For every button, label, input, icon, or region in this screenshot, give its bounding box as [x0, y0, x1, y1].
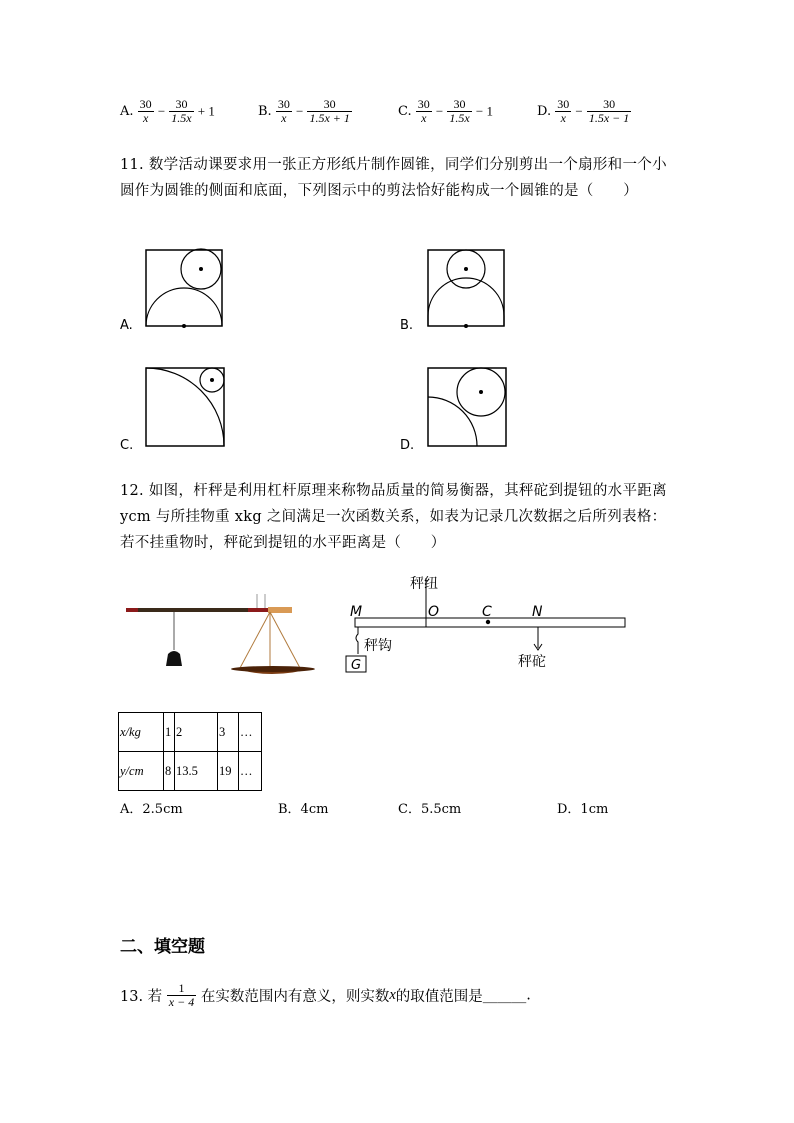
table-row — [119, 752, 262, 791]
q11-figures — [118, 240, 538, 460]
q12-option-c: C．5.5cm — [398, 802, 462, 817]
table-cell: y/cm — [119, 752, 164, 791]
fraction: $\frac{30}{1.5x + 1}$ — [309, 97, 350, 125]
fraction: $\frac{30}{x}$ — [557, 97, 570, 125]
q11-label-d: D. — [400, 438, 415, 453]
fraction: $\frac{30}{x}$ — [139, 97, 152, 125]
label-tiniu: 秤纽 — [410, 576, 438, 592]
q10-option-c: C. $\frac{30}{x}$ − $\frac{30}{1.5x}$ − 1 — [398, 97, 493, 125]
q11-figure-a — [120, 249, 222, 333]
table-row — [119, 713, 262, 752]
steelyard-schematic — [346, 576, 625, 673]
q11-label-c: C. — [120, 438, 134, 453]
q11-figure-b — [400, 250, 504, 333]
q10-option-d: D. $\frac{30}{x}$ − $\frac{30}{1.5x - 1}$ — [537, 97, 630, 125]
section-title: 二、填空题 — [120, 937, 205, 957]
label-weight: 秤砣 — [518, 654, 546, 670]
q12-option-b: B．4cm — [278, 802, 329, 817]
fraction: $\frac{30}{x}$ — [277, 97, 290, 125]
fraction: $\frac{30}{1.5x - 1}$ — [588, 97, 630, 125]
label-m: M — [350, 604, 363, 620]
q11-figure-d — [400, 368, 506, 453]
table-cell: 2 — [175, 713, 218, 752]
q12-data-table — [118, 712, 262, 791]
table-cell: 13.5 — [175, 752, 218, 791]
q12-diagram — [118, 570, 638, 690]
q13: 13. 若 $\frac{1}{x - 4}$ 在实数范围内有意义，则实数x的取值范围是______. — [120, 981, 531, 1009]
steelyard-illustration — [126, 594, 315, 674]
q11-text: 11. 数学活动课要求用一张正方形纸片制作圆锥，同学们分别剪出一个扇形和一个小圆作为圆锥的侧面和底面，下列图示中的剪法恰好能构成一个圆锥的是（ ） — [120, 157, 667, 199]
table-cell: 3 — [218, 713, 239, 752]
fraction: $\frac{30}{1.5x}$ — [449, 97, 470, 125]
table-cell: x/kg — [119, 713, 164, 752]
q12-text: 12. 如图，杆秤是利用杠杆原理来称物品质量的简易衡器，其秤砣到提钮的水平距离 ycm 与所挂物重 xkg 之间满足一次函数关系，如表为记录几次数据之后所列表格：若不挂重物时，秤砣到提钮的水平距离是（ ） — [120, 483, 667, 551]
fraction: $\frac{30}{x}$ — [417, 97, 430, 125]
q11-label-b: B. — [400, 318, 414, 333]
label-c: C — [482, 604, 492, 620]
q12-option-a: A．2.5cm — [120, 802, 183, 817]
table-cell: 19 — [218, 752, 239, 791]
fraction: $\frac{30}{1.5x}$ — [171, 97, 192, 125]
q11-figure-c — [120, 368, 224, 453]
answer-blank[interactable]: ______ — [482, 987, 527, 1004]
label-hook: 秤钩 — [364, 638, 392, 654]
table-cell: … — [239, 752, 262, 791]
q12-option-d: D．1cm — [557, 802, 609, 817]
label-o: O — [428, 604, 440, 620]
q11-label-a: A. — [120, 318, 133, 333]
q10-option-a: A. $\frac{30}{x}$ − $\frac{30}{1.5x}$ + 1 — [120, 97, 215, 125]
label-g: G — [351, 658, 362, 673]
table-cell: 8 — [164, 752, 175, 791]
label-n: N — [532, 604, 543, 620]
table-cell: … — [239, 713, 262, 752]
q10-option-b: B. $\frac{30}{x}$ − $\frac{30}{1.5x + 1}$ — [258, 97, 350, 125]
table-cell: 1 — [164, 713, 175, 752]
fraction: $\frac{1}{x - 4}$ — [168, 981, 195, 1009]
